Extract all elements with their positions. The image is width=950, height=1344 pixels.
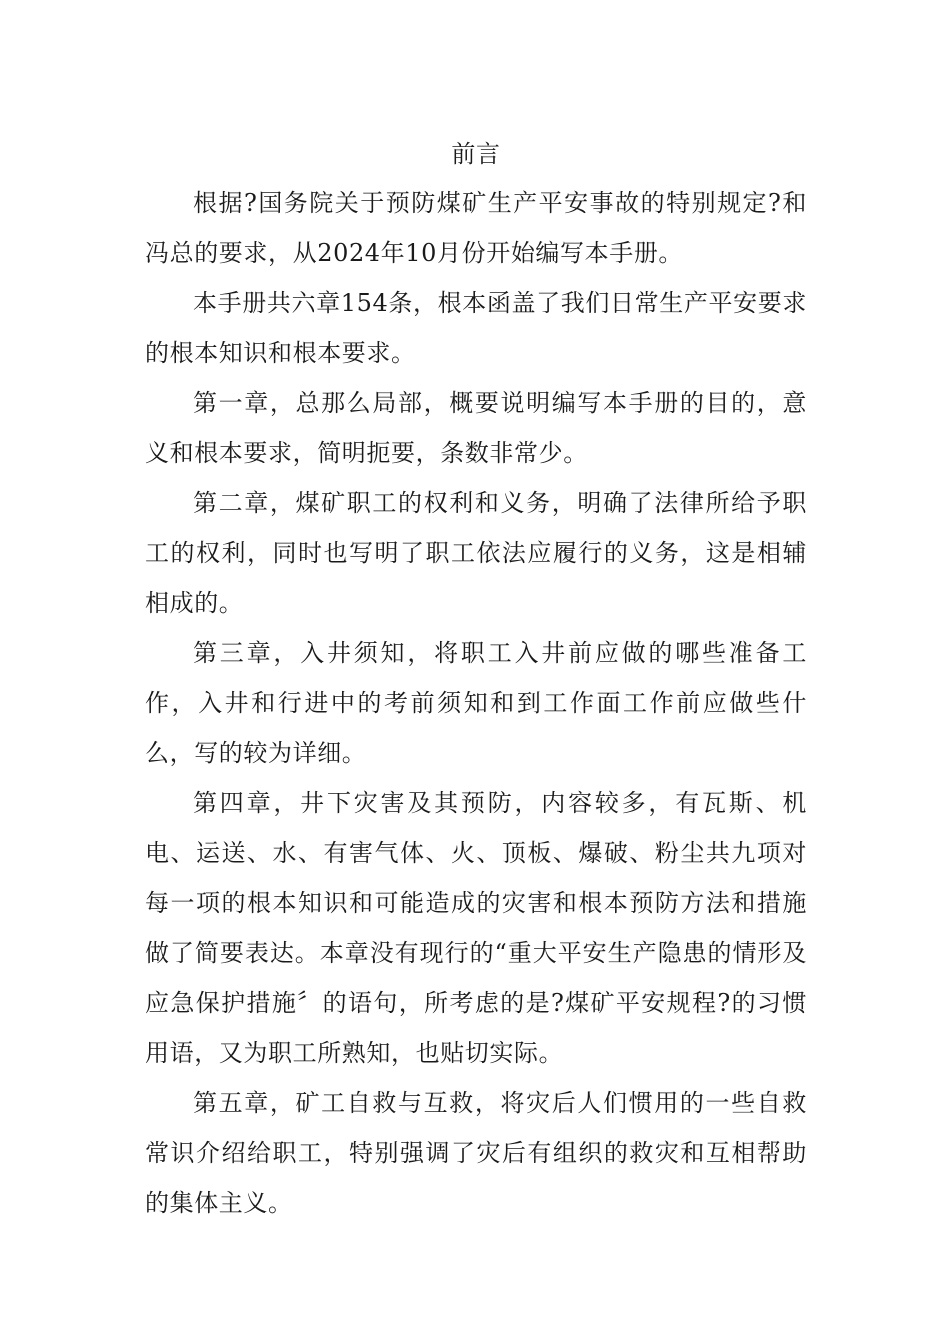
paragraph-7: 第五章，矿工自救与互救，将灾后人们惯用的一些自救常识介绍给职工，特别强调了灾后有组织的救灾和互相帮助的集体主义。 bbox=[145, 1089, 807, 1217]
paragraph-4: 第二章，煤矿职工的权利和义务，明确了法律所给予职工的权利，同时也写明了职工依法应履行的义务，这是相辅相成的。 bbox=[145, 489, 807, 617]
paragraph-6: 第四章，井下灾害及其预防，内容较多，有瓦斯、机电、运送、水、有害气体、火、顶板、爆破、粉尘共九项对每一项的根本知识和可能造成的灾害和根本预防方法和措施做了简要表达。本章没有现行的“重大平安生产隐患的情形及应急保护措施〞的语句，所考虑的是?煤矿平安规程?的习惯用语，又为职工所熟知，也贴切实际。 bbox=[145, 789, 807, 1067]
paragraph-3: 第一章，总那么局部，概要说明编写本手册的目的，意义和根本要求，简明扼要，条数非常少。 bbox=[145, 389, 807, 467]
paragraph-5: 第三章，入井须知，将职工入井前应做的哪些准备工作，入井和行进中的考前须知和到工作面工作前应做些什么，写的较为详细。 bbox=[145, 639, 807, 767]
paragraph-2: 本手册共六章154条，根本函盖了我们日常生产平安要求的根本知识和根本要求。 bbox=[145, 289, 807, 367]
document-title: 前言 bbox=[451, 140, 501, 168]
paragraph-1: 根据?国务院关于预防煤矿生产平安事故的特别规定?和冯总的要求，从2024年10月份开始编写本手册。 bbox=[145, 189, 807, 267]
document-body bbox=[145, 130, 807, 1228]
